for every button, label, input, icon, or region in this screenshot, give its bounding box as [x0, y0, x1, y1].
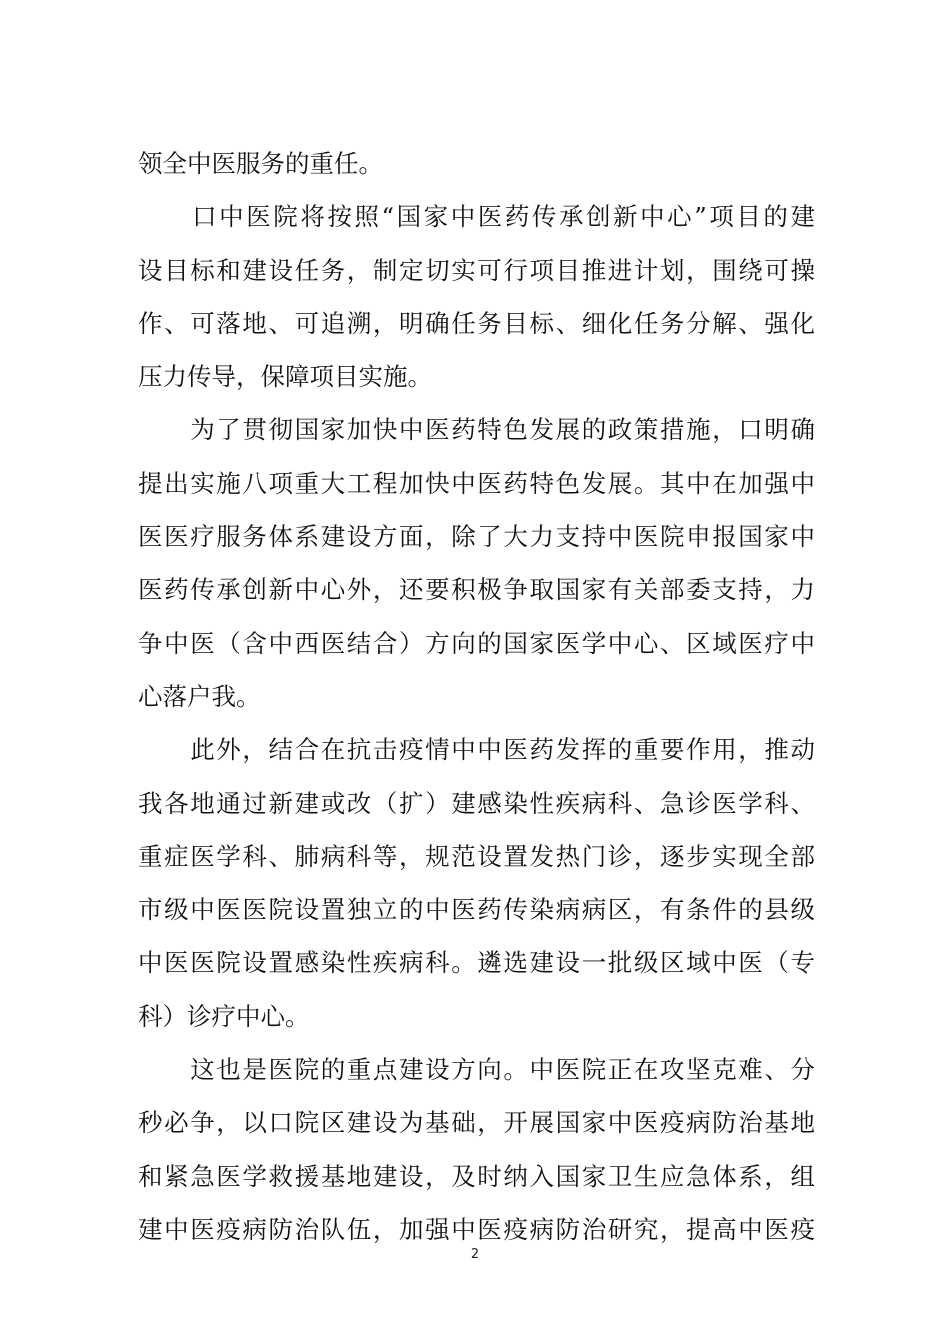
text-line: 秒必争，以口院区建设为基础，开展国家中医疫病防治基地: [138, 1108, 815, 1138]
text-line: 争中医（含中西医结合）方向的国家医学中心、区域医疗中: [138, 628, 815, 658]
text-line: 我各地通过新建或改（扩）建感染性疾病科、急诊医学科、: [138, 788, 815, 818]
text-line: 此外，结合在抗击疫情中中医药发挥的重要作用，推动: [138, 735, 815, 765]
text-line: 设目标和建设任务，制定切实可行项目推进计划，围绕可操: [138, 255, 815, 285]
text-line: 为了贯彻国家加快中医药特色发展的政策措施，口明确: [138, 415, 815, 445]
text-line: 重症医学科、肺病科等，规范设置发热门诊，逐步实现全部: [138, 841, 815, 871]
text-line: 医医疗服务体系建设方面，除了大力支持中医院申报国家中: [138, 522, 815, 552]
text-line: 这也是医院的重点建设方向。中医院正在攻坚克难、分: [138, 1055, 815, 1085]
text-line: 科）诊疗中心。: [138, 1001, 310, 1031]
text-line: 压力传导，保障项目实施。: [138, 362, 432, 392]
text-line: 医药传承创新中心外，还要积极争取国家有关部委支持，力: [138, 575, 815, 605]
text-line: 中医医院设置感染性疾病科。遴选建设一批级区域中医（专: [138, 948, 815, 978]
document-body: [138, 137, 815, 1256]
text-line: 心落户我。: [138, 681, 261, 711]
page-number: 2: [470, 1247, 480, 1262]
text-line: 和紧急医学救援基地建设，及时纳入国家卫生应急体系，组: [138, 1161, 815, 1191]
text-line: 提出实施八项重大工程加快中医药特色发展。其中在加强中: [138, 468, 815, 498]
text-line: 建中医疫病防治队伍，加强中医疫病防治研究，提高中医疫: [138, 1214, 815, 1244]
text-line: 作、可落地、可追溯，明确任务目标、细化任务分解、强化: [138, 308, 815, 338]
text-line: 市级中医医院设置独立的中医药传染病病区，有条件的县级: [138, 895, 815, 925]
text-line: 口中医院将按照“国家中医药传承创新中心”项目的建: [138, 202, 815, 232]
text-line: 领全中医服务的重任。: [138, 149, 383, 178]
